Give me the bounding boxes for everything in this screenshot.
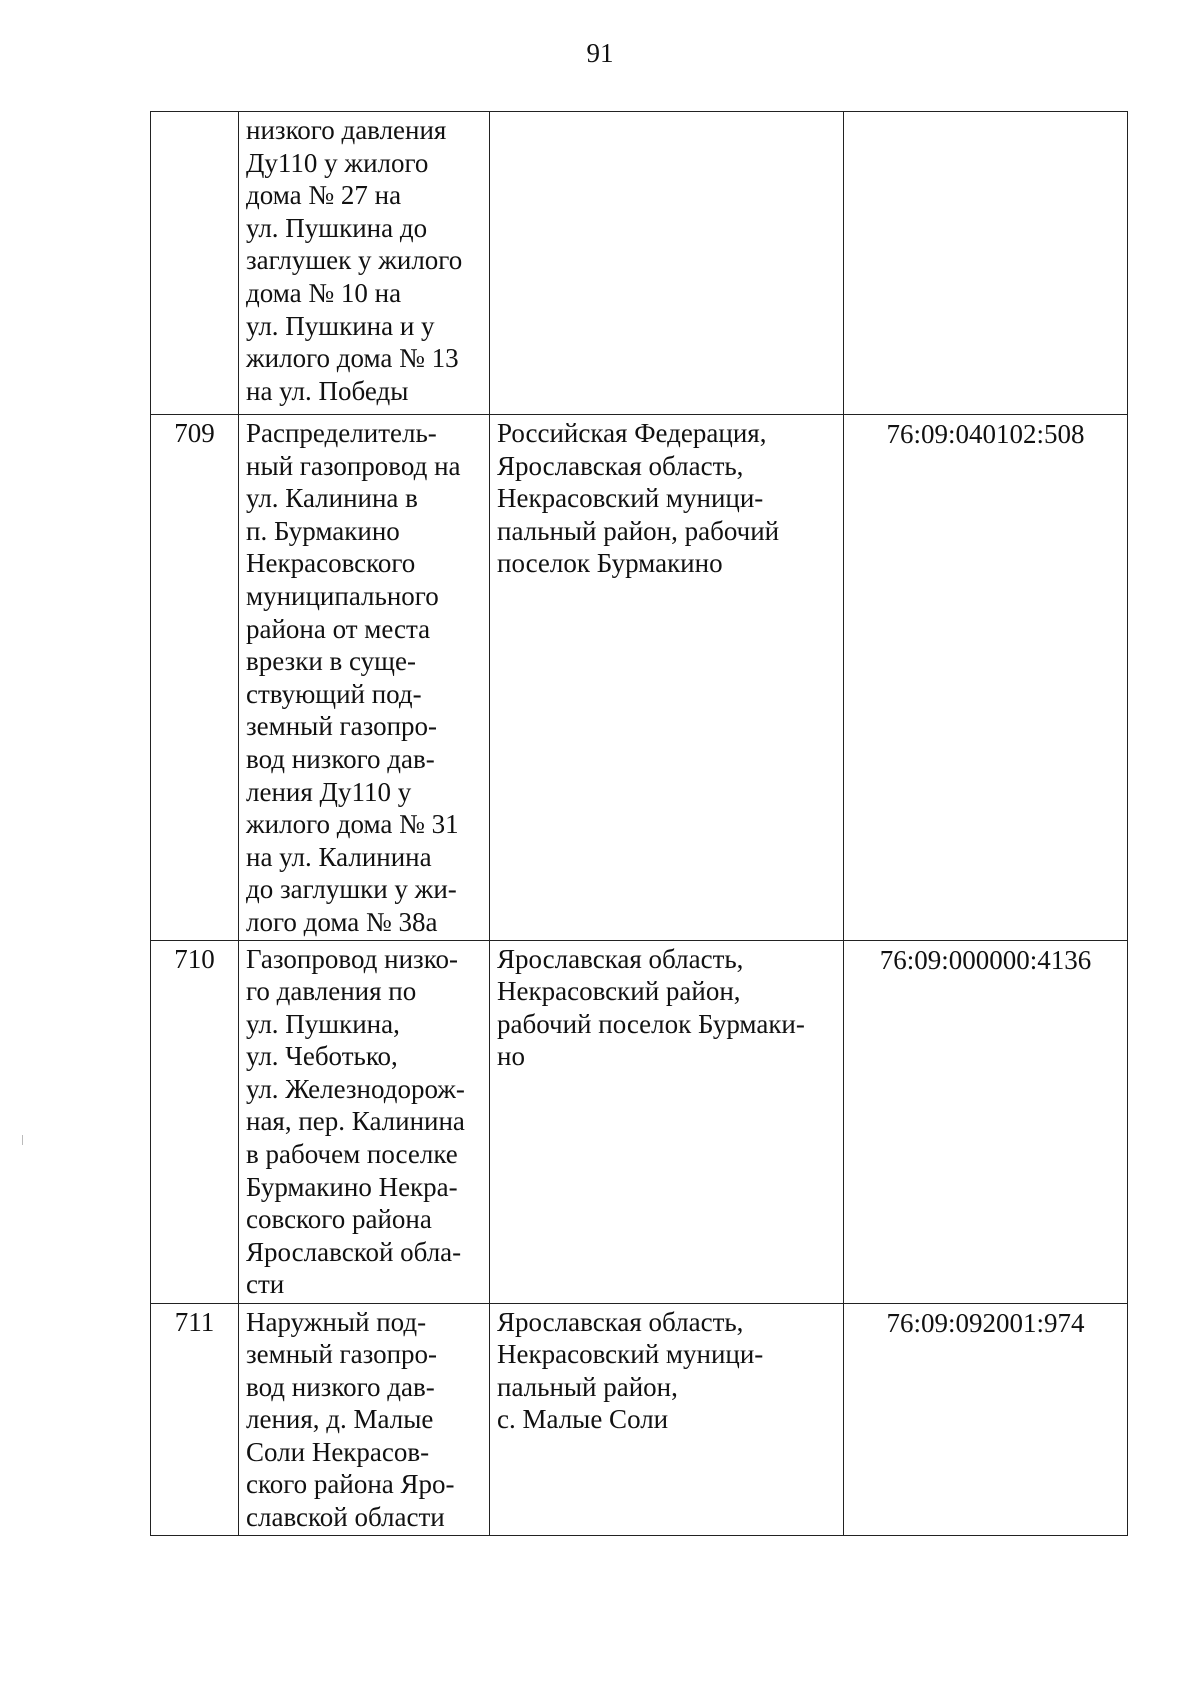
table-row <box>151 1303 1128 1535</box>
row-number-cell: 711 <box>151 1303 239 1535</box>
address-cell: Российская Федерация, Ярославская область, Некрасовский муници- пальный район, рабочий поселок Бурмакино <box>490 415 844 941</box>
row-number-cell: 709 <box>151 415 239 941</box>
page-number: 91 <box>586 38 614 68</box>
cadastral-number-cell: 76:09:040102:508 <box>844 415 1128 941</box>
object-name-cell: Газопровод низко- го давления по ул. Пушкина, ул. Чеботько, ул. Железнодорож- ная, пер. Калинина в рабочем поселке Бурмакино Некра- совского района Ярославской обла- сти <box>239 940 490 1303</box>
address-cell: Ярославская область, Некрасовский район, рабочий поселок Бурмаки- но <box>490 940 844 1303</box>
address-cell <box>490 112 844 415</box>
scan-artifact <box>22 1135 23 1145</box>
table-row <box>151 940 1128 1303</box>
object-name-cell: низкого давления Ду110 у жилого дома № 27 на ул. Пушкина до заглушек у жилого дома № 10 на ул. Пушкина и у жилого дома № 13 на ул. Победы <box>239 112 490 415</box>
cadastral-number-cell: 76:09:092001:974 <box>844 1303 1128 1535</box>
object-name-cell: Распределитель- ный газопровод на ул. Калинина в п. Бурмакино Некрасовского муниципального района от места врезки в суще- ствующий под- земный газопро- вод низкого дав- ления Ду110 у жилого дома № 31 на ул. Калинина до заглушки у жи- лого дома № 38а <box>239 415 490 941</box>
row-number-cell <box>151 112 239 415</box>
object-name-cell: Наружный под- земный газопро- вод низкого дав- ления, д. Малые Соли Некрасов- ского района Яро- славской области <box>239 1303 490 1535</box>
cadastral-number-cell: 76:09:000000:4136 <box>844 940 1128 1303</box>
row-number-cell: 710 <box>151 940 239 1303</box>
table-row <box>151 415 1128 941</box>
cadastral-number-cell <box>844 112 1128 415</box>
registry-table <box>150 111 1128 1536</box>
address-cell: Ярославская область, Некрасовский муници- пальный район, с. Малые Соли <box>490 1303 844 1535</box>
table-row <box>151 112 1128 415</box>
